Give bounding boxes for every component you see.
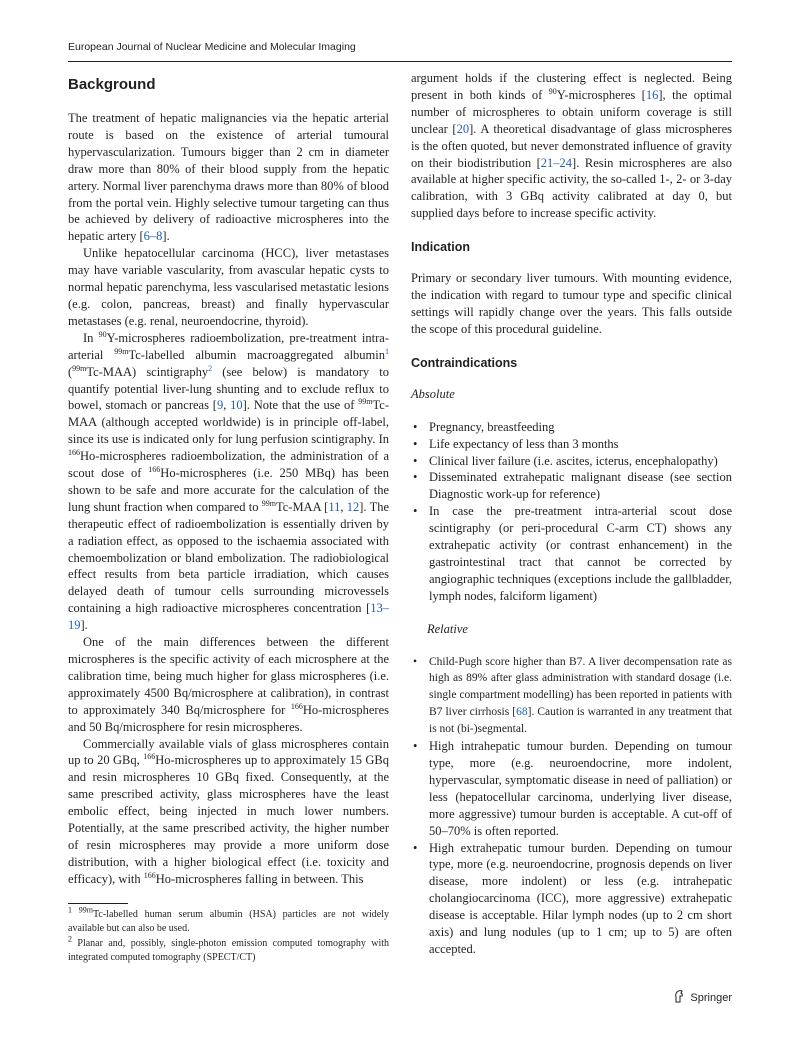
relative-list bbox=[411, 654, 732, 958]
paragraph: Primary or secondary liver tumours. With mounting evidence, the indication with regard to tumour type and specific clinical settings will rapidly change over the years. This falls outside the scope of this procedural guideline. bbox=[411, 271, 732, 336]
journal-title: European Journal of Nuclear Medicine and Molecular Imaging bbox=[68, 41, 356, 53]
citation-link[interactable]: 11 bbox=[328, 499, 341, 514]
section-heading-background: Background bbox=[68, 76, 156, 93]
list-item: • Child-Pugh score higher than B7. A liver decompensation rate as high as 89% after glass administration with standard dosage (i.e. single compartment modelling) has been reported in patients with B7 liver cirrhosis [68]. Caution is warranted in any treatment that is not (bi-)segmental. bbox=[411, 654, 732, 739]
paragraph: argument holds if the clustering effect is neglected. Being present in both kinds of $^{90}$Y-microspheres [16], the optimal number of microspheres to obtain uniform coverage is still unclear [20]. A theoretical disadvantage of glass microspheres is the often quoted, but never demonstrated influence of gravity on their biodistribution [21–24]. Resin microspheres are also available at higher specific activity, the so-called 1-, 2- or 3-day calibration, with 3 GBq activity calibrated at day 0, but supplied days before to increase specific activity. bbox=[411, 71, 732, 221]
citation-link[interactable]: 10 bbox=[230, 398, 243, 413]
citation-link[interactable]: 16 bbox=[645, 87, 659, 102]
citation-link[interactable]: 9 bbox=[216, 398, 224, 413]
citation-link[interactable]: 13–19 bbox=[68, 601, 389, 633]
paragraph: In $^{90}$Y-microspheres radioembolization, pre-treatment intra-arterial $^{99m}$Tc-labelled albumin macroaggregated albumin$^1$ ($^{99m}$Tc-MAA) scintigraphy$^2$ (see below) is mandatory to quantify potential liver-lung shunting and to exclude reflux to bowel, stomach or pancreas [9, 10]. Note that the use of $^{99m}$Tc-MAA (although accepted worldwide) is in principle off-label, since its use is indicated only for lung perfusion scintigraphy. In $^{166}$Ho-microspheres radioembolization, the administration of a scout dose of $^{166}$Ho-microspheres (i.e. 250 MBq) has been shown to be safe and more accurate for the calculation of the lung shunt fraction when compared to $^{99m}$Tc-MAA [11, 12]. The therapeutic effect of radioembolization is essentially driven by a radiation effect, as opposed to the ischaemia associated with chemoembolization or bland embolization. The radiobiological effect results from beta particle irradiation, which causes delayed death of tumour cells surrounding microvessels containing a high radioactive microspheres concentration [13–19]. bbox=[68, 329, 390, 633]
left-column bbox=[68, 70, 389, 888]
paragraph: Unlike hepatocellular carcinoma (HCC), liver metastases may have variable vascularity, from avascular hepatic cysts to normal hepatic parenchyma, less vascularised metastatic lesions (e.g. colon, pancreas, breast) and finally hypervascular metastases (e.g. renal, neuroendocrine, thyroid). bbox=[68, 246, 389, 328]
footnote-link[interactable]: 2 bbox=[208, 363, 213, 373]
list-item: • Pregnancy, breastfeeding bbox=[411, 419, 732, 436]
subheading-absolute: Absolute bbox=[411, 386, 455, 401]
citation-link[interactable]: 20 bbox=[456, 121, 470, 136]
paragraph: Commercially available vials of glass microspheres contain up to 20 GBq, $^{166}$Ho-microspheres up to approximately 15 GBq and resin microspheres 10 GBq fixed. Consequently, at the same prescribed activity, glass microspheres have the least embolic effect, being injected in much lower numbers. Potentially, at the same prescribed activity, the higher number of resin microspheres may provide a more uniform dose distribution, with a higher biological effect (i.e. toxicity and efficacy), with $^{166}$Ho-microspheres falling in between. This bbox=[68, 736, 389, 886]
citation-link[interactable]: 6–8 bbox=[143, 229, 163, 244]
publisher-logo bbox=[673, 990, 732, 1006]
paragraph: One of the main differences between the different microspheres is the specific activity of each microsphere at the calibration time, being much higher for glass microspheres (i.e. approximately 4500 Bq/microsphere at calibration), in contrast to approximately 340 Bq/microsphere for $^{166}$Ho-microspheres and 50 Bq/microsphere for resin microspheres. bbox=[68, 635, 389, 734]
footnote-1: $^1$ $^{99m}$Tc-labelled human serum albumin (HSA) particles are not widely available but can also be used. bbox=[68, 905, 390, 934]
publisher-name: Springer bbox=[690, 992, 732, 1004]
citation-link[interactable]: 68 bbox=[516, 706, 528, 719]
list-item: • Disseminated extrahepatic malignant disease (see section Diagnostic work-up for reference) bbox=[411, 469, 732, 503]
footnote-link[interactable]: 1 bbox=[385, 346, 390, 356]
header-rule bbox=[68, 61, 732, 62]
section-heading-indication: Indication bbox=[411, 240, 471, 255]
paragraph: The treatment of hepatic malignancies via the hepatic arterial route is based on the existence of arterial tumoural hypervascularization. Tumours bigger than 2 cm in diameter draw more than 80% of their blood supply from the hepatic artery. Normal liver parenchyma draws more than 80% of blood from the portal vein. Highly selective tumour targeting can thus be achieved by delivery of radioactive microspheres into the hepatic artery [6–8]. bbox=[68, 111, 389, 244]
springer-horse-icon bbox=[673, 990, 685, 1006]
list-item: • In case the pre-treatment intra-arterial scout dose scintigraphy (or peri-procedural C-arm CT) shows any extrahepatic activity (or contrast enhancement) in the gastrointestinal tract that cannot be corrected by angiographic techniques (exceptions include the gallbladder, lymph nodes, falciform ligament) bbox=[411, 503, 732, 604]
citation-link[interactable]: 21–24 bbox=[540, 155, 573, 170]
list-item: • High extrahepatic tumour burden. Depending on tumour type, more (e.g. neuroendocrine, prognosis depends on liver disease, more indolent) or less (e.g. intrahepatic cholangiocarcinoma (ICC), more aggressive) extrahepatic disease is acceptable. Hilar lymph nodes (up to 2 cm short axis) and lung nodules (up to 1 cm; up to 5) are often accepted. bbox=[411, 840, 732, 958]
right-column bbox=[411, 70, 732, 958]
citation-link[interactable]: 12 bbox=[346, 499, 360, 514]
absolute-list bbox=[411, 419, 732, 605]
list-item: • Clinical liver failure (i.e. ascites, icterus, encephalopathy) bbox=[411, 453, 732, 470]
list-item: • Life expectancy of less than 3 months bbox=[411, 436, 732, 453]
section-heading-contraindications: Contraindications bbox=[411, 355, 518, 370]
footnote-rule bbox=[68, 903, 128, 904]
subheading-relative: Relative bbox=[427, 621, 468, 636]
footnote-2: $^2$ Planar and, possibly, single-photon emission computed tomography with integrated computed tomography (SPECT/CT) bbox=[68, 934, 390, 963]
list-item: • High intrahepatic tumour burden. Depending on tumour type, more (e.g. neuroendocrine, more indolent, hypervascular, symptomatic disease in need of palliation) or less (hepatocellular carcinoma, underlying liver disease, more aggressive) tumour burden is acceptable. A cut-off of 50–70% is often reported. bbox=[411, 738, 732, 839]
